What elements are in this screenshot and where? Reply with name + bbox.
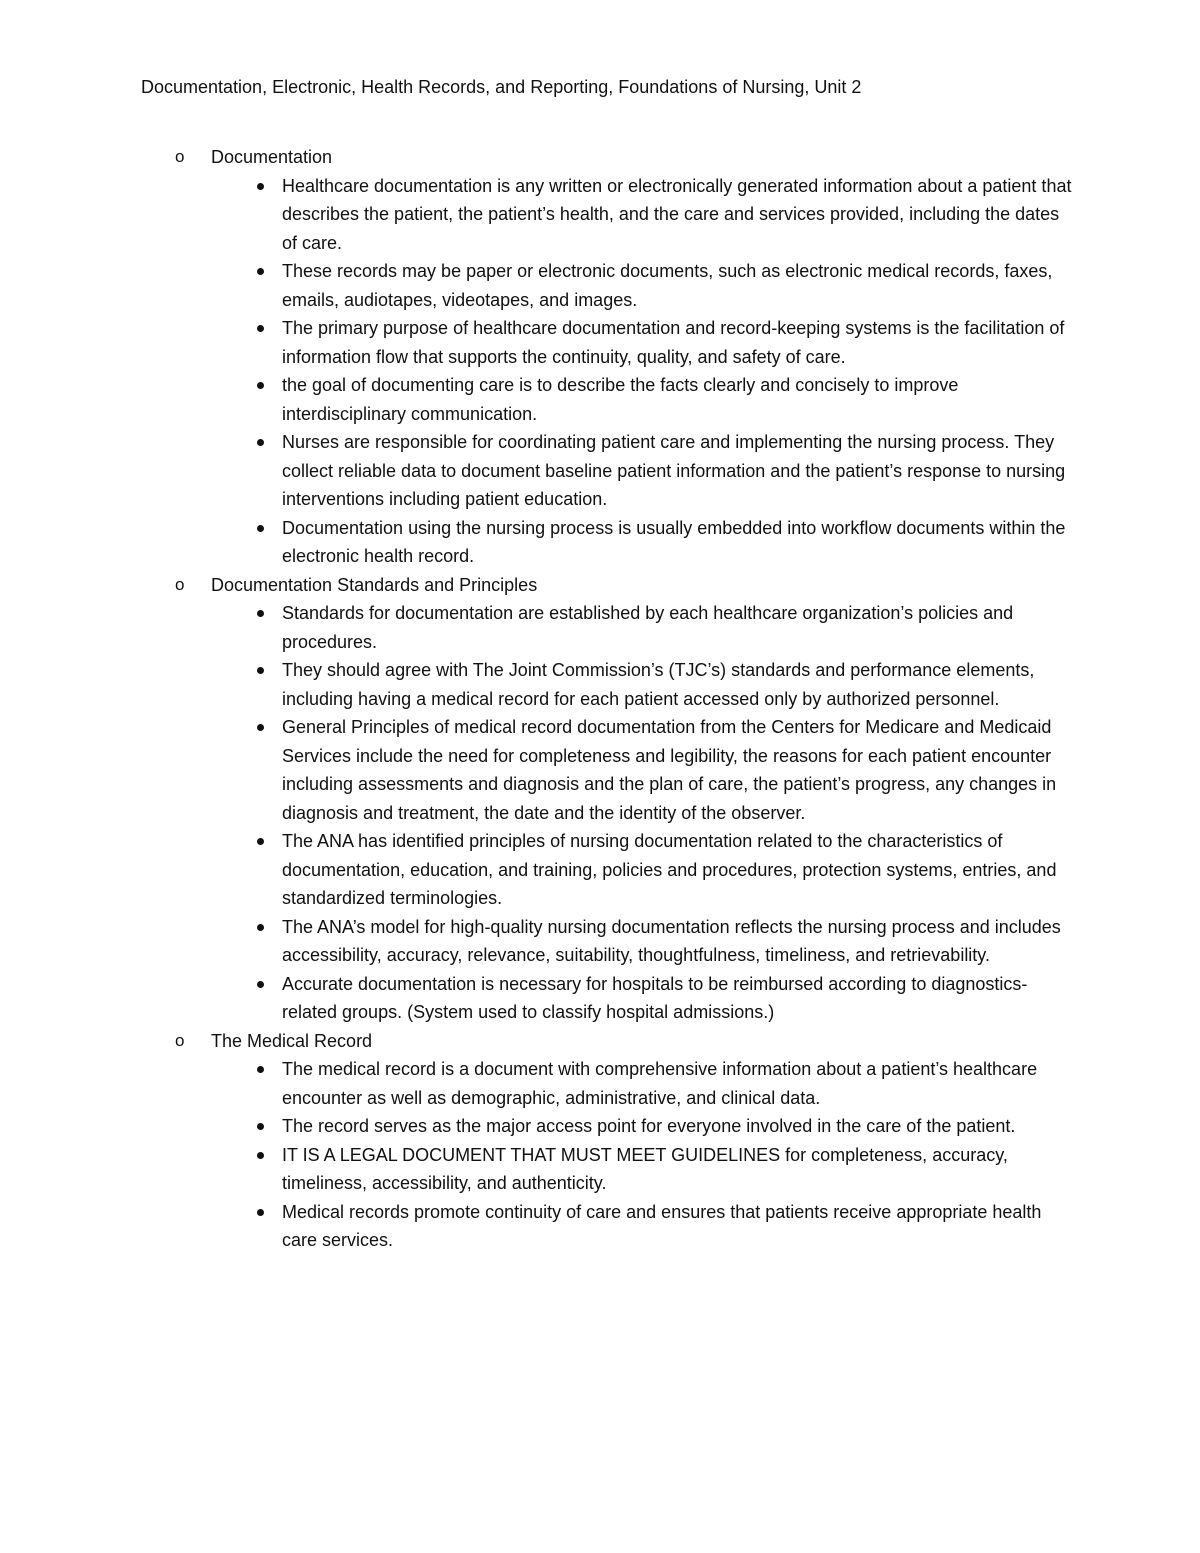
bullet-text: General Principles of medical record documentation from the Centers for Medicare and Medicaid Services include the need for completeness and legibility, the reasons for each patient encounter including assessments and diagnosis and the plan of care, the patient’s progress, any changes in diagnosis and treatment, the date and the identity of the observer. bbox=[282, 717, 1057, 823]
section-heading: Documentation Standards and Principles bbox=[211, 574, 538, 595]
bullet-dot-icon bbox=[257, 525, 264, 532]
bullet-text: The ANA’s model for high-quality nursing documentation reflects the nursing process and includes accessibility, accuracy, relevance, suitability, thoughtfulness, timeliness, and retrievability. bbox=[282, 916, 1061, 965]
section-marker: o bbox=[175, 147, 185, 166]
document-title: Documentation, Electronic, Health Records, and Reporting, Foundations of Nursing, Unit 2 bbox=[141, 77, 862, 97]
bullet-list bbox=[211, 172, 1075, 571]
list-item bbox=[211, 970, 1075, 1027]
list-item bbox=[211, 1198, 1075, 1255]
section-medical-record bbox=[175, 1027, 1075, 1255]
bullet-dot-icon bbox=[257, 724, 264, 731]
section-documentation-standards bbox=[175, 571, 1075, 1027]
bullet-dot-icon bbox=[257, 439, 264, 446]
bullet-dot-icon bbox=[257, 981, 264, 988]
list-item bbox=[211, 1055, 1075, 1112]
bullet-text: Medical records promote continuity of care and ensures that patients receive appropriate health care services. bbox=[282, 1201, 1042, 1250]
bullet-text: The medical record is a document with comprehensive information about a patient’s healthcare encounter as well as demographic, administrative, and clinical data. bbox=[282, 1059, 1038, 1108]
section-documentation bbox=[175, 143, 1075, 571]
bullet-text: Documentation using the nursing process is usually embedded into workflow documents within the electronic health record. bbox=[282, 517, 1066, 566]
bullet-dot-icon bbox=[257, 268, 264, 275]
bullet-text: The record serves as the major access point for everyone involved in the care of the patient. bbox=[282, 1116, 1016, 1136]
bullet-dot-icon bbox=[257, 1123, 264, 1130]
list-item bbox=[211, 1141, 1075, 1198]
section-heading: Documentation bbox=[211, 147, 333, 167]
list-item bbox=[211, 428, 1075, 514]
list-item bbox=[211, 371, 1075, 428]
list-item bbox=[211, 514, 1075, 571]
section-marker: o bbox=[175, 574, 185, 594]
bullet-dot-icon bbox=[257, 667, 264, 674]
bullet-dot-icon bbox=[257, 1066, 264, 1073]
bullet-text: the goal of documenting care is to describe the facts clearly and concisely to improve interdisciplinary communication. bbox=[282, 375, 959, 424]
bullet-dot-icon bbox=[257, 325, 264, 332]
bullet-text: Accurate documentation is necessary for hospitals to be reimbursed according to diagnostics-related groups. (System used to classify hospital admissions.) bbox=[282, 973, 1028, 1022]
bullet-dot-icon bbox=[257, 1209, 264, 1216]
list-item bbox=[211, 913, 1075, 970]
bullet-text: The primary purpose of healthcare documentation and record-keeping systems is the facilitation of information flow that supports the continuity, quality, and safety of care. bbox=[282, 318, 1065, 367]
bullet-dot-icon bbox=[257, 610, 264, 617]
section-heading: The Medical Record bbox=[211, 1030, 373, 1051]
bullet-text: These records may be paper or electronic documents, such as electronic medical records, faxes, emails, audiotapes, videotapes, and images. bbox=[282, 261, 1053, 310]
bullet-dot-icon bbox=[257, 183, 264, 190]
bullet-list bbox=[211, 599, 1075, 1027]
bullet-dot-icon bbox=[257, 1152, 264, 1159]
list-item bbox=[211, 1112, 1075, 1141]
list-item bbox=[211, 599, 1075, 656]
bullet-text: They should agree with The Joint Commission’s (TJC’s) standards and performance elements, including having a medical record for each patient accessed only by authorized personnel. bbox=[282, 660, 1035, 709]
bullet-text: IT IS A LEGAL DOCUMENT THAT MUST MEET GUIDELINES for completeness, accuracy, timeliness, accessibility, and authenticity. bbox=[282, 1144, 1008, 1193]
bullet-text: Standards for documentation are established by each healthcare organization’s policies and procedures. bbox=[282, 603, 1014, 652]
bullet-dot-icon bbox=[257, 382, 264, 389]
list-item bbox=[211, 656, 1075, 713]
list-item bbox=[211, 172, 1075, 258]
bullet-list bbox=[211, 1055, 1075, 1255]
bullet-text: Healthcare documentation is any written or electronically generated information about a patient that describes the patient, the patient’s health, and the care and services provided, including the dates of care. bbox=[282, 175, 1072, 253]
list-item bbox=[211, 257, 1075, 314]
section-marker: o bbox=[175, 1030, 185, 1050]
section-list bbox=[175, 143, 1075, 1255]
bullet-dot-icon bbox=[257, 838, 264, 845]
list-item bbox=[211, 314, 1075, 371]
bullet-text: The ANA has identified principles of nursing documentation related to the characteristics of documentation, education, and training, policies and procedures, protection systems, entries, and standardized terminologies. bbox=[282, 831, 1057, 908]
bullet-text: Nurses are responsible for coordinating patient care and implementing the nursing process. They collect reliable data to document baseline patient information and the patient’s response to nursing interventions including patient education. bbox=[282, 432, 1066, 509]
bullet-dot-icon bbox=[257, 924, 264, 931]
list-item bbox=[211, 713, 1075, 827]
list-item bbox=[211, 827, 1075, 913]
